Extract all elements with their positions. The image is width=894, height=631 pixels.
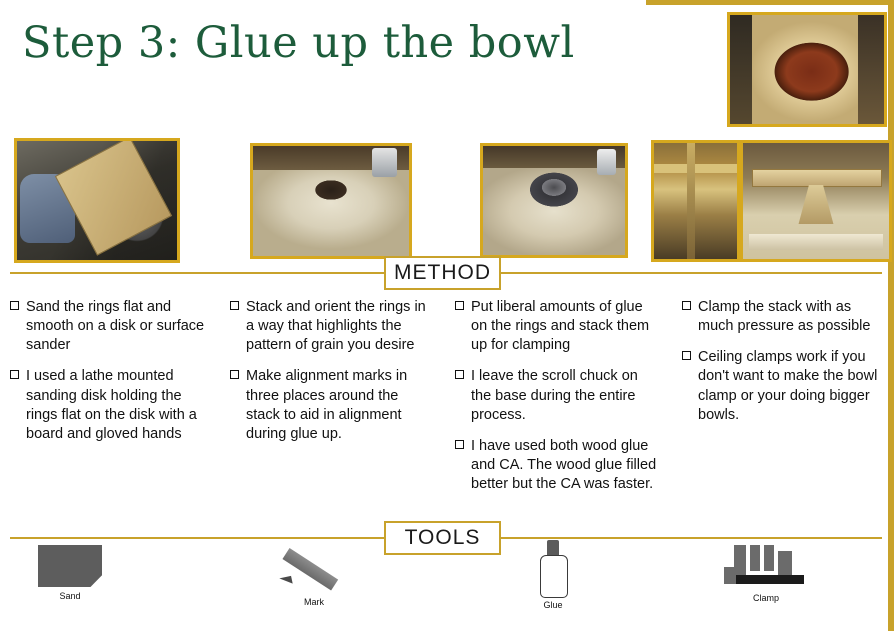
method-rule-left — [10, 272, 385, 274]
clamping-stack-photo — [740, 140, 892, 262]
list-item — [10, 298, 215, 355]
tool-label: Mark — [304, 597, 324, 607]
shop-ceiling-clamp-photo — [651, 140, 740, 262]
pencil-icon — [274, 541, 354, 593]
list-item-text: I leave the scroll chuck on the base during the entire process. — [471, 368, 638, 423]
list-item-text: Ceiling clamps work if you don't want to make the bowl clamp or your doing bigger bowls. — [698, 349, 878, 423]
clamp-icon — [724, 545, 808, 589]
list-item-text: Stack and orient the rings in a way that highlights the pattern of grain you desire — [246, 299, 426, 354]
checkbox-icon — [230, 301, 239, 310]
list-item-text: I used a lathe mounted sanding disk holding the rings flat on the disk with a board and gloved hands — [26, 368, 197, 442]
tool-label: Clamp — [752, 593, 779, 603]
tools-section-label: TOOLS — [384, 521, 501, 555]
method-column-4 — [682, 298, 882, 437]
method-column-1 — [10, 298, 215, 456]
checkbox-icon — [455, 370, 464, 379]
list-item — [455, 437, 660, 494]
sandpaper-icon — [38, 545, 102, 587]
list-item-text: Make alignment marks in three places around the stack to aid in alignment during glue up. — [246, 368, 408, 442]
tool-label: Sand — [59, 591, 81, 601]
method-column-3 — [455, 298, 660, 506]
method-column-2 — [230, 298, 435, 456]
tool-glue — [535, 540, 571, 610]
method-section-label: METHOD — [384, 256, 501, 290]
tools-rule-left — [10, 537, 385, 539]
stacked-rings-photo — [250, 143, 412, 259]
checkbox-icon — [455, 440, 464, 449]
method-rule-right — [500, 272, 882, 274]
tools-rule-right — [500, 537, 882, 539]
top-right-border-accent — [646, 0, 894, 5]
list-item — [10, 367, 215, 444]
checkbox-icon — [10, 301, 19, 310]
tool-label: Glue — [543, 600, 563, 610]
checkbox-icon — [682, 351, 691, 360]
checkbox-icon — [230, 370, 239, 379]
glue-bottle-icon — [536, 540, 570, 596]
tool-mark — [272, 541, 356, 607]
list-item-text: Put liberal amounts of glue on the rings and stack them up for clamping — [471, 299, 650, 354]
tool-clamp — [724, 545, 808, 603]
checkbox-icon — [10, 370, 19, 379]
list-item-text: Sand the rings flat and smooth on a disk or surface sander — [26, 299, 205, 354]
page-title: Step 3: Glue up the bowl — [22, 18, 575, 68]
list-item-text: I have used both wood glue and CA. The wood glue filled better but the CA was faster. — [471, 437, 657, 492]
list-item-text: Clamp the stack with as much pressure as possible — [698, 299, 871, 335]
tool-sand — [28, 545, 112, 601]
checkbox-icon — [682, 301, 691, 310]
rings-with-chuck-photo — [480, 143, 628, 258]
list-item — [455, 367, 660, 424]
list-item — [682, 348, 882, 425]
list-item — [455, 298, 660, 355]
list-item — [230, 298, 435, 355]
sanding-rings-photo — [14, 138, 180, 263]
list-item — [682, 298, 882, 336]
list-item — [230, 367, 435, 444]
right-border-accent — [888, 0, 894, 631]
checkbox-icon — [455, 301, 464, 310]
bowl-blank-in-chuck-photo — [727, 12, 887, 127]
